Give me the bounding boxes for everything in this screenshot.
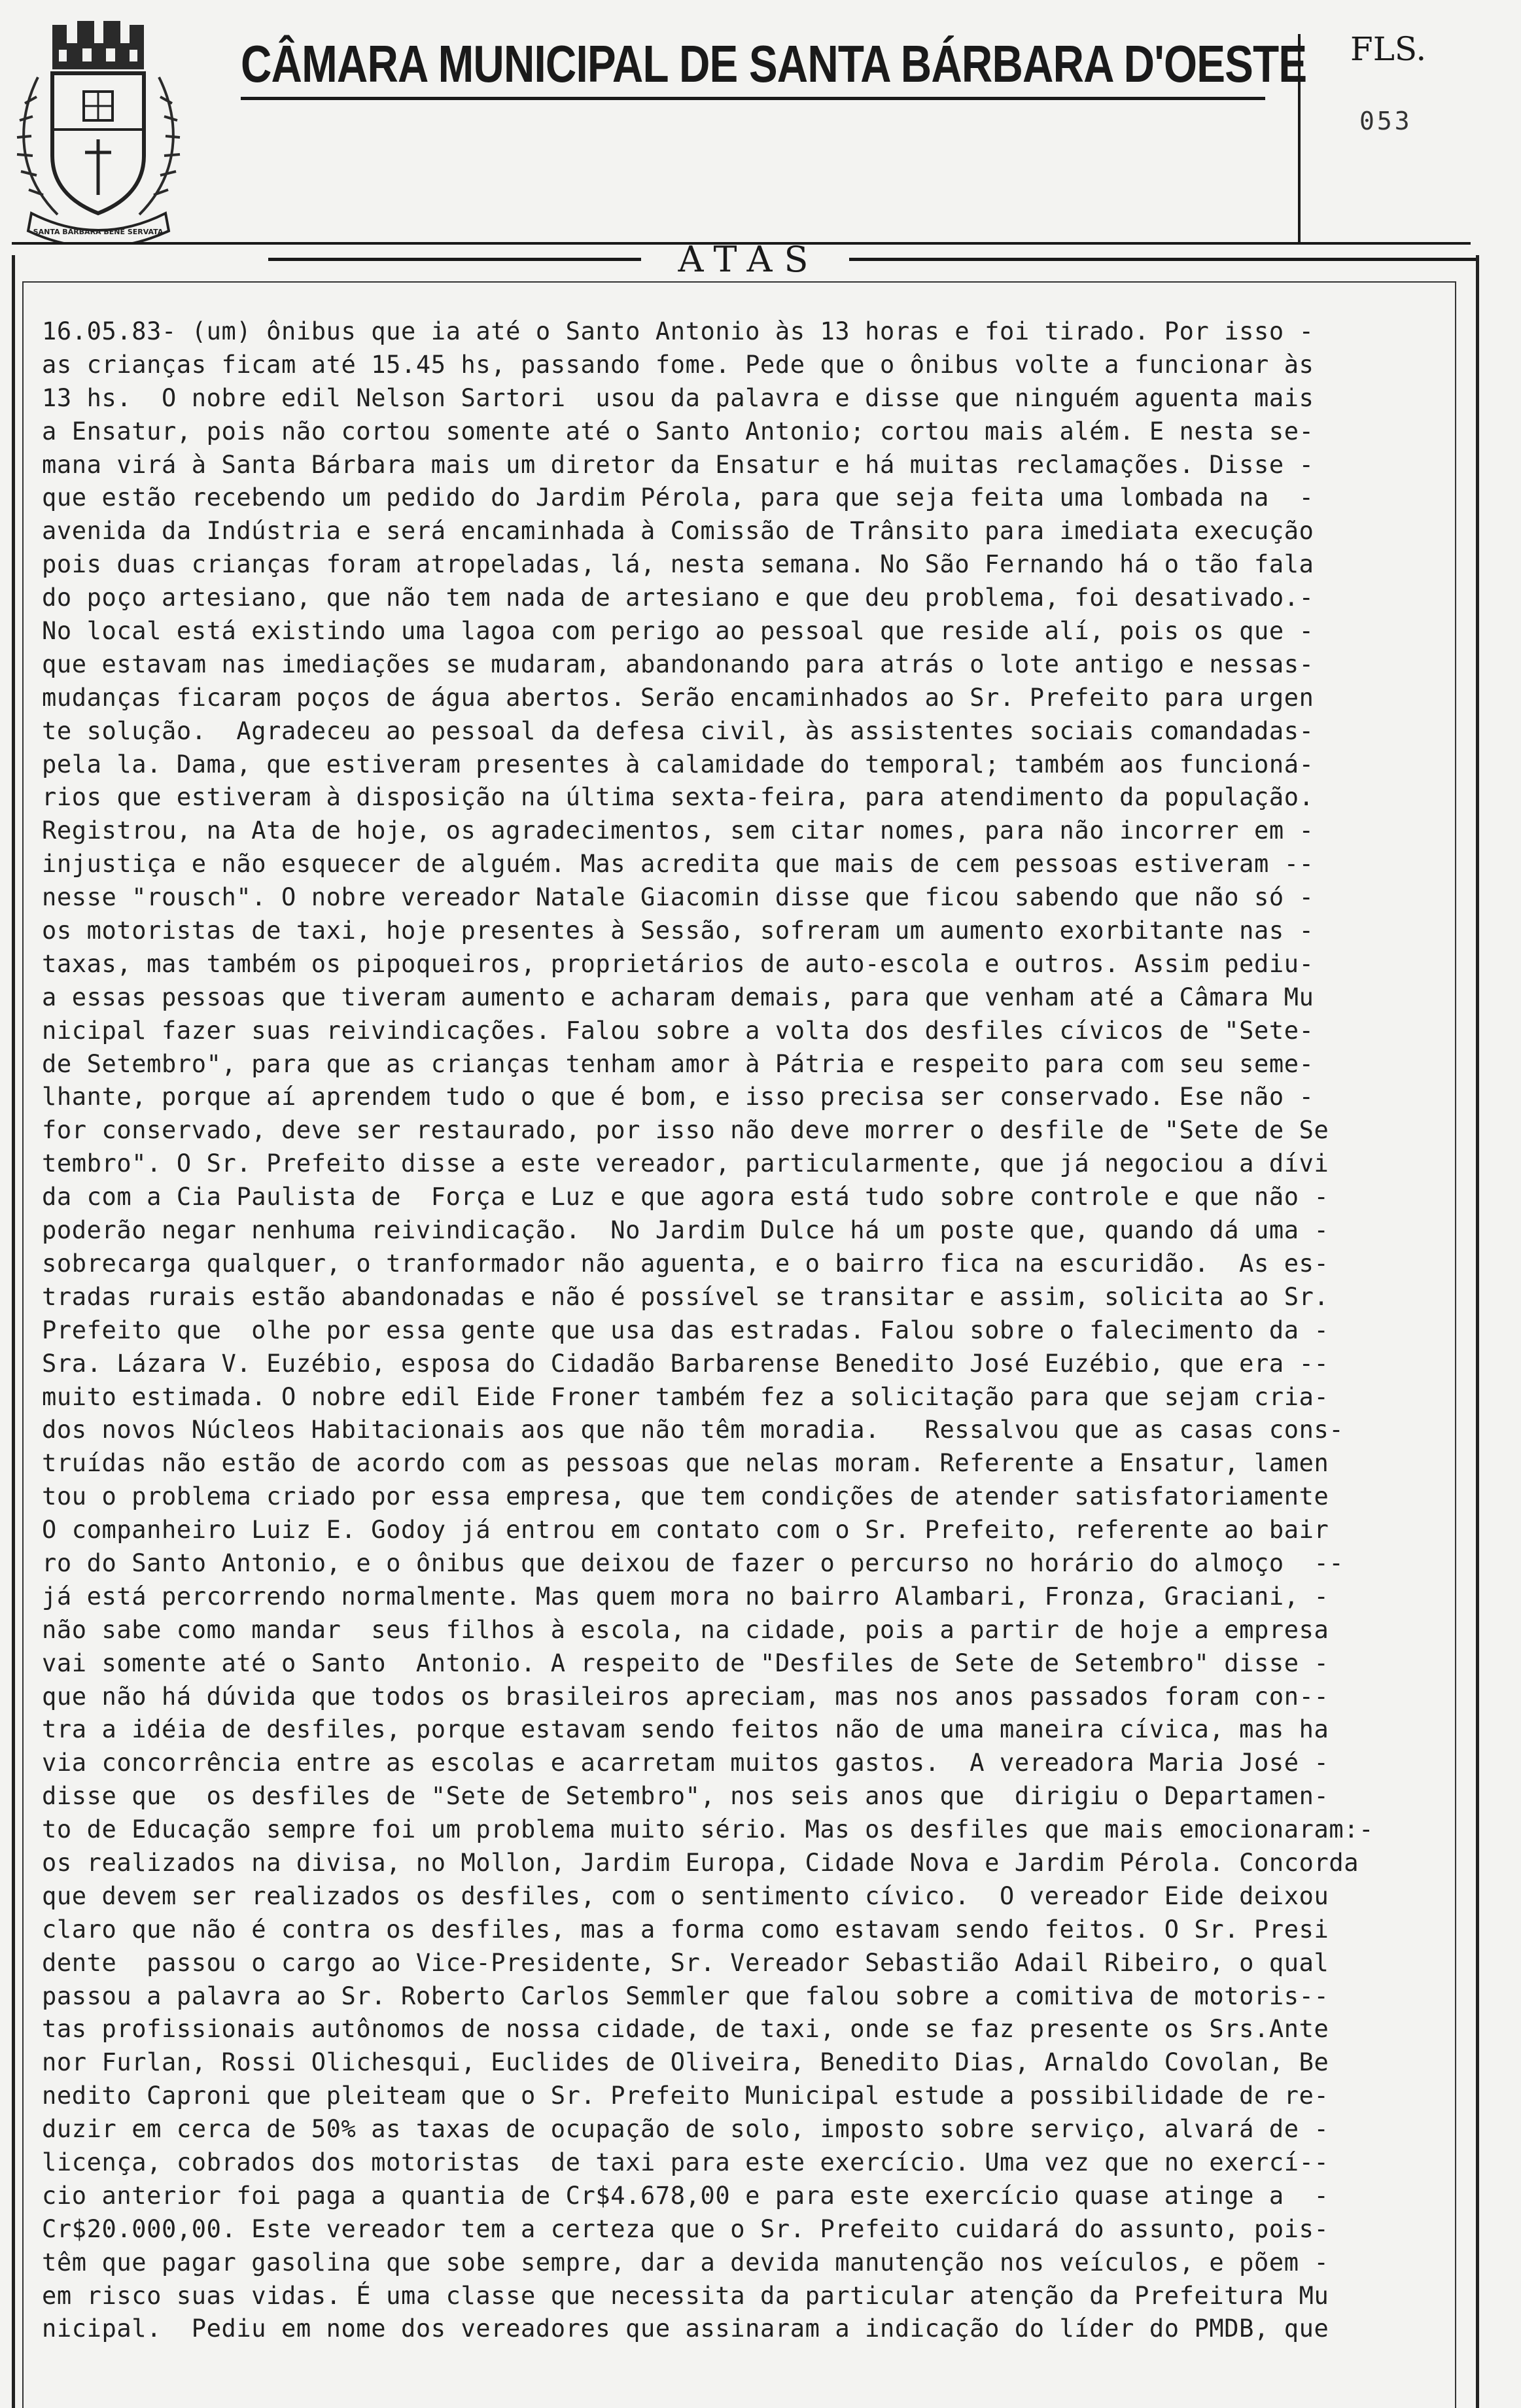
minutes-line: for conservado, deve ser restaurado, por isso não deve morrer o desfile de "Sete de Se — [42, 1116, 1329, 1145]
text-frame-top — [22, 281, 1455, 283]
minutes-line: pela la. Dama, que estiveram presentes à calamidade do temporal; também aos funcioná- — [42, 750, 1314, 778]
minutes-line: a Ensatur, pois não cortou somente até o Santo Antonio; cortou mais além. E nesta se- — [42, 417, 1314, 445]
minutes-line: passou a palavra ao Sr. Roberto Carlos Semmler que falou sobre a comitiva de motoris-- — [42, 1981, 1329, 2010]
minutes-line: nesse "rousch". O nobre vereador Natale Giacomin disse que ficou sabendo que não só - — [42, 883, 1314, 912]
minutes-line: em risco suas vidas. É uma classe que necessita da particular atenção da Prefeitura Mu — [42, 2281, 1329, 2310]
minutes-line: tas profissionais autônomos de nossa cidade, de taxi, onde se faz presente os Srs.Ante — [42, 2015, 1329, 2044]
minutes-line: nicipal fazer suas reivindicações. Falou sobre a volta dos desfiles cívicos de "Sete- — [42, 1016, 1314, 1045]
minutes-line: te solução. Agradeceu ao pessoal da defesa civil, às assistentes sociais comandadas- — [42, 716, 1314, 745]
minutes-line: tou o problema criado por essa empresa, que tem condições de atender satisfatoriamente — [42, 1482, 1329, 1511]
title-underline — [241, 97, 1265, 100]
minutes-text — [42, 315, 1455, 2346]
minutes-line: da com a Cia Paulista de Força e Luz e que agora está tudo sobre controle e que não - — [42, 1183, 1329, 1212]
minutes-line: dos novos Núcleos Habitacionais aos que não têm moradia. Ressalvou que as casas cons- — [42, 1416, 1344, 1444]
minutes-line: tradas rurais estão abandonadas e não é possível se transitar e assim, solicita ao Sr. — [42, 1282, 1329, 1311]
header-divider — [1298, 34, 1301, 245]
atas-rule-left — [268, 258, 641, 261]
municipal-crest — [12, 5, 185, 244]
minutes-line: disse que os desfiles de "Sete de Setembro", nos seis anos que dirigiu o Departamen- — [42, 1782, 1329, 1811]
text-frame-left — [22, 281, 24, 2408]
minutes-line: nedito Caproni que pleiteam que o Sr. Prefeito Municipal estude a possibilidade de re- — [42, 2082, 1329, 2110]
minutes-line: via concorrência entre as escolas e acarretam muitos gastos. A vereadora Maria José - — [42, 1749, 1329, 1777]
minutes-line: tra a idéia de desfiles, porque estavam sendo feitos não de uma maneira cívica, mas ha — [42, 1715, 1329, 1744]
minutes-line: ro do Santo Antonio, e o ônibus que deixou de fazer o percurso no horário do almoço -- — [42, 1548, 1344, 1577]
minutes-line: que estão recebendo um pedido do Jardim Pérola, para que seja feita uma lombada na - — [42, 483, 1314, 512]
minutes-line: de Setembro", para que as crianças tenham amor à Pátria e respeito para com seu seme- — [42, 1049, 1314, 1078]
minutes-line: Sra. Lázara V. Euzébio, esposa do Cidadão Barbarense Benedito José Euzébio, que era -- — [42, 1349, 1329, 1378]
page-border-right — [1476, 255, 1479, 2408]
minutes-line: avenida da Indústria e será encaminhada à Comissão de Trânsito para imediata execução — [42, 517, 1314, 546]
page-border-left — [12, 255, 15, 2408]
minutes-line: licença, cobrados dos motoristas de taxi para este exercício. Uma vez que no exercí-- — [42, 2148, 1329, 2176]
minutes-line: vai somente até o Santo Antonio. A respeito de "Desfiles de Sete de Setembro" disse - — [42, 1649, 1329, 1677]
minutes-line: sobrecarga qualquer, o tranformador não aguenta, e o bairro fica na escuridão. As es- — [42, 1249, 1329, 1278]
page-number: 053 — [1359, 107, 1412, 135]
council-title: CÂMARA MUNICIPAL DE SANTA BÁRBARA D'OESTE — [241, 35, 1307, 93]
minutes-line: cio anterior foi paga a quantia de Cr$4.678,00 e para este exercício quase atinge a - — [42, 2181, 1329, 2210]
minutes-line: os motoristas de taxi, hoje presentes à Sessão, sofreram um aumento exorbitante nas - — [42, 916, 1314, 945]
minutes-line: Prefeito que olhe por essa gente que usa das estradas. Falou sobre o falecimento da - — [42, 1316, 1329, 1344]
minutes-line: que devem ser realizados os desfiles, com o sentimento cívico. O vereador Eide deixou — [42, 1881, 1329, 1910]
minutes-line: têm que pagar gasolina que sobe sempre, dar a devida manutenção nos veículos, e põem - — [42, 2248, 1329, 2277]
fls-label: FLS. — [1350, 30, 1427, 68]
section-title: ATAS — [678, 239, 820, 280]
minutes-line: não sabe como mandar seus filhos à escola, na cidade, pois a partir de hoje a empresa — [42, 1615, 1329, 1644]
minutes-line: lhante, porque aí aprendem tudo o que é bom, e isso precisa ser conservado. Ese não - — [42, 1083, 1314, 1111]
minutes-line: nicipal. Pediu em nome dos vereadores que assinaram a indicação do líder do PMDB, que — [42, 2314, 1329, 2343]
minutes-line: 13 hs. O nobre edil Nelson Sartori usou da palavra e disse que ninguém aguenta mais — [42, 383, 1314, 412]
minutes-line: Registrou, na Ata de hoje, os agradecimentos, sem citar nomes, para não incorrer em - — [42, 816, 1314, 845]
text-frame-right — [1455, 281, 1456, 2408]
minutes-line: mudanças ficaram poços de água abertos. Serão encaminhados ao Sr. Prefeito para urgen — [42, 683, 1314, 712]
mural-crown — [52, 21, 144, 69]
minutes-line: O companheiro Luiz E. Godoy já entrou em contato com o Sr. Prefeito, referente ao bair — [42, 1516, 1329, 1544]
minutes-line: muito estimada. O nobre edil Eide Froner também fez a solicitação para que sejam cria- — [42, 1382, 1329, 1411]
motto-text: SANTA BARBARA BENE SERVATA — [33, 228, 164, 236]
minutes-line: injustiça e não esquecer de alguém. Mas acredita que mais de cem pessoas estiveram -- — [42, 850, 1314, 879]
minutes-line: dente passou o cargo ao Vice-Presidente, Sr. Vereador Sebastião Adail Ribeiro, o qual — [42, 1948, 1329, 1977]
minutes-line: No local está existindo uma lagoa com perigo ao pessoal que reside alí, pois os que - — [42, 617, 1314, 646]
minutes-line: pois duas crianças foram atropeladas, lá, nesta semana. No São Fernando há o tão fala — [42, 550, 1314, 579]
minutes-line: poderão negar nenhuma reivindicação. No Jardim Dulce há um poste que, quando dá uma - — [42, 1216, 1329, 1245]
minutes-line: Cr$20.000,00. Este vereador tem a certeza que o Sr. Prefeito cuidará do assunto, pois- — [42, 2214, 1329, 2243]
minutes-line: tembro". O Sr. Prefeito disse a este vereador, particularmente, que já negociou a dívi — [42, 1149, 1329, 1178]
minutes-line: truídas não estão de acordo com as pessoas que nelas moram. Referente a Ensatur, lamen — [42, 1449, 1329, 1478]
minutes-line: já está percorrendo normalmente. Mas quem mora no bairro Alambari, Fronza, Graciani, - — [42, 1582, 1329, 1611]
atas-rule-right — [849, 258, 1477, 261]
minutes-line: do poço artesiano, que não tem nada de artesiano e que deu problema, foi desativado.- — [42, 584, 1314, 612]
minutes-line: claro que não é contra os desfiles, mas a forma como estavam sendo feitos. O Sr. Presi — [42, 1915, 1329, 1944]
minutes-line: mana virá à Santa Bárbara mais um diretor da Ensatur e há muitas reclamações. Disse - — [42, 450, 1314, 479]
minutes-line: que estavam nas imediações se mudaram, abandonando para atrás o lote antigo e nessas- — [42, 650, 1314, 678]
minutes-line: rios que estiveram à disposição na última sexta-feira, para atendimento da população. — [42, 783, 1314, 812]
minutes-line: nor Furlan, Rossi Olichesqui, Euclides de Oliveira, Benedito Dias, Arnaldo Covolan, Be — [42, 2048, 1329, 2077]
minutes-line: que não há dúvida que todos os brasileiros apreciam, mas nos anos passados foram con-- — [42, 1682, 1329, 1711]
minutes-line: a essas pessoas que tiveram aumento e acharam demais, para que venham até a Câmara Mu — [42, 983, 1314, 1011]
minutes-line: to de Educação sempre foi um problema muito sério. Mas os desfiles que mais emocionaram:- — [42, 1815, 1374, 1844]
minutes-line: as crianças ficam até 15.45 hs, passando fome. Pede que o ônibus volte a funcionar às — [42, 350, 1314, 379]
minutes-line: 16.05.83- (um) ônibus que ia até o Santo Antonio às 13 horas e foi tirado. Por isso - — [42, 317, 1314, 345]
minutes-line: taxas, mas também os pipoqueiros, proprietários de auto-escola e outros. Assim pediu- — [42, 949, 1314, 978]
minutes-line: os realizados na divisa, no Mollon, Jardim Europa, Cidade Nova e Jardim Pérola. Concorda — [42, 1848, 1359, 1877]
minutes-line: duzir em cerca de 50% as taxas de ocupação de solo, imposto sobre serviço, alvará de - — [42, 2115, 1329, 2144]
